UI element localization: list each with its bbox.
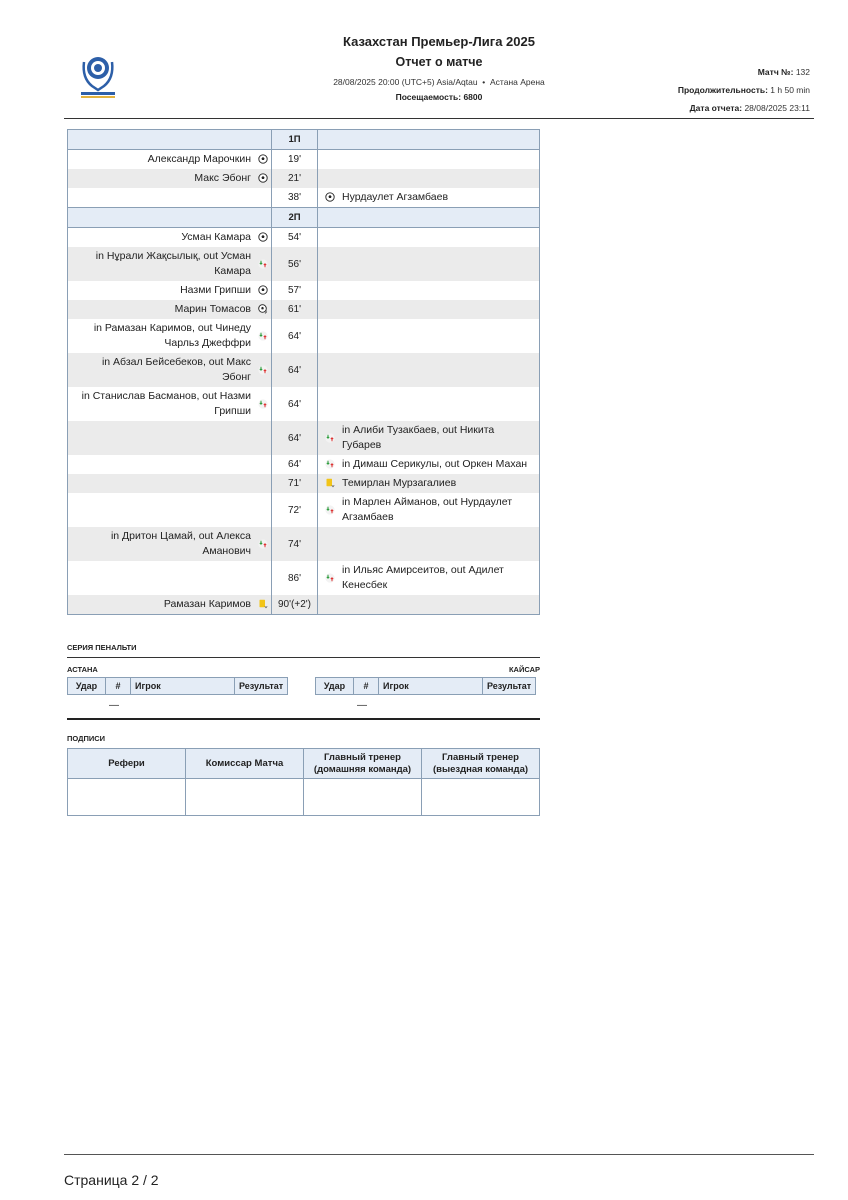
page-number: Страница 2 / 2 — [64, 1172, 159, 1188]
half-header-away — [318, 130, 540, 150]
column-header-player: Игрок — [379, 678, 483, 695]
home-event-text: in Станислав Басманов, out Назми Грипши — [68, 387, 256, 421]
signature-header-away-coach: Главный тренер (выездная команда) — [422, 749, 540, 779]
goal-icon — [258, 284, 268, 296]
match-no-value: 132 — [795, 67, 810, 77]
away-event-text — [338, 281, 539, 300]
column-header-result: Результат — [235, 678, 288, 695]
substitution-icon — [325, 572, 335, 584]
away-event-text: in Марлен Айманов, out Нурдаулет Агзамбаев — [338, 493, 539, 527]
event-minute: 38' — [272, 188, 318, 208]
home-event-icon — [255, 247, 272, 281]
column-header-number: # — [106, 678, 131, 695]
home-event-icon — [255, 150, 272, 170]
home-event-text: Марин Томасов — [68, 300, 256, 319]
home-event-icon — [255, 300, 272, 319]
event-minute: 64' — [272, 387, 318, 421]
home-event-text: Усман Камара — [68, 228, 256, 248]
home-event-text: in Дритон Цамай, out Алекса Аманович — [68, 527, 256, 561]
substitution-icon — [258, 538, 268, 550]
away-event-icon — [318, 474, 339, 493]
away-event-icon — [318, 493, 339, 527]
goal-icon — [258, 231, 268, 243]
away-event-text — [338, 300, 539, 319]
goal-icon — [325, 191, 335, 203]
section-divider — [67, 718, 540, 720]
signature-box-away-coach[interactable] — [422, 779, 540, 816]
yellow-card-icon — [325, 477, 335, 489]
half-header-row — [68, 208, 540, 228]
home-event-text — [68, 421, 256, 455]
event-row — [68, 595, 540, 615]
home-event-text: Александр Марочкин — [68, 150, 256, 170]
event-minute: 86' — [272, 561, 318, 595]
substitution-icon — [258, 330, 268, 342]
event-minute: 61' — [272, 300, 318, 319]
away-event-icon — [318, 353, 339, 387]
home-event-text: in Абзал Бейсебеков, out Макс Эбонг — [68, 353, 256, 387]
event-minute: 71' — [272, 474, 318, 493]
event-row — [68, 421, 540, 455]
half-label: 1П — [272, 130, 318, 150]
event-minute: 21' — [272, 169, 318, 188]
half-label: 2П — [272, 208, 318, 228]
home-event-text: Назми Грипши — [68, 281, 256, 300]
signature-header-home-coach: Главный тренер (домашняя команда) — [304, 749, 422, 779]
duration-value: 1 h 50 min — [770, 85, 810, 95]
away-event-icon — [318, 281, 339, 300]
away-event-icon — [318, 228, 339, 248]
event-row — [68, 300, 540, 319]
half-header-home — [68, 208, 272, 228]
svg-text:P: P — [264, 311, 268, 315]
events-table — [67, 129, 540, 615]
footer-divider — [64, 1154, 814, 1155]
report-date-value: 28/08/2025 23:11 — [744, 103, 810, 113]
signatures-section-title: ПОДПИСИ — [67, 734, 106, 743]
column-header-shot: Удар — [316, 678, 354, 695]
event-row — [68, 561, 540, 595]
event-row — [68, 319, 540, 353]
away-event-text: in Димаш Серикулы, out Оркен Махан — [338, 455, 539, 474]
home-event-icon — [255, 493, 272, 527]
penalties-away-empty: — — [357, 700, 367, 711]
penalties-home-empty: — — [109, 700, 119, 711]
home-event-text: Макс Эбонг — [68, 169, 256, 188]
penalties-away-team: КАЙСАР — [508, 665, 540, 674]
home-event-text — [68, 188, 256, 208]
signature-header-referee: Рефери — [68, 749, 186, 779]
away-event-text — [338, 247, 539, 281]
event-row — [68, 387, 540, 421]
column-header-result: Результат — [483, 678, 536, 695]
home-event-icon — [255, 561, 272, 595]
report-title: Отчет о матче — [395, 55, 483, 69]
event-row — [68, 474, 540, 493]
home-event-text — [68, 455, 256, 474]
yellow-card-icon — [258, 598, 268, 610]
report-header — [64, 30, 814, 119]
away-event-text — [338, 595, 539, 615]
signature-box-referee[interactable] — [68, 779, 186, 816]
away-event-text — [338, 319, 539, 353]
home-event-icon — [255, 319, 272, 353]
half-header-row — [68, 130, 540, 150]
event-minute: 54' — [272, 228, 318, 248]
event-minute: 64' — [272, 353, 318, 387]
away-event-icon — [318, 247, 339, 281]
away-event-text: in Ильяс Амирсеитов, out Адилет Кенесбек — [338, 561, 539, 595]
substitution-icon — [258, 364, 268, 376]
match-no-label: Матч №: — [757, 67, 794, 77]
substitution-icon — [325, 432, 335, 444]
goal-icon — [258, 172, 268, 184]
penalties-home-team: АСТАНА — [67, 665, 98, 674]
attendance-label: Посещаемость: — [395, 92, 462, 102]
home-event-icon — [255, 527, 272, 561]
substitution-icon — [258, 258, 268, 270]
event-row — [68, 527, 540, 561]
away-event-text — [338, 150, 539, 170]
event-minute: 64' — [272, 421, 318, 455]
signature-box-commissioner[interactable] — [186, 779, 304, 816]
home-event-icon — [255, 169, 272, 188]
away-event-icon — [318, 527, 339, 561]
substitution-icon — [325, 458, 335, 470]
event-minute: 72' — [272, 493, 318, 527]
substitution-icon — [258, 398, 268, 410]
home-event-icon — [255, 188, 272, 208]
event-minute: 64' — [272, 455, 318, 474]
divider — [67, 657, 540, 658]
column-header-number: # — [354, 678, 379, 695]
half-header-home — [68, 130, 272, 150]
separator: • — [482, 77, 486, 87]
away-event-text — [338, 228, 539, 248]
match-venue: Астана Арена — [490, 77, 545, 87]
match-info — [678, 63, 810, 117]
away-event-icon — [318, 561, 339, 595]
penalties-home-table — [67, 677, 288, 695]
penalties-away-table — [315, 677, 536, 695]
event-row — [68, 247, 540, 281]
away-event-text — [338, 353, 539, 387]
attendance-value: 6800 — [463, 92, 483, 102]
home-event-icon — [255, 474, 272, 493]
away-event-icon — [318, 150, 339, 170]
penalties-section-title: СЕРИЯ ПЕНАЛЬТИ — [67, 643, 137, 652]
event-row — [68, 353, 540, 387]
home-event-icon — [255, 595, 272, 615]
event-row — [68, 455, 540, 474]
event-row — [68, 228, 540, 248]
event-minute: 90'(+2') — [272, 595, 318, 615]
league-title: Казахстан Премьер-Лига 2025 — [343, 34, 535, 49]
home-event-icon — [255, 228, 272, 248]
event-minute: 56' — [272, 247, 318, 281]
event-row — [68, 281, 540, 300]
signature-header-commissioner: Комиссар Матча — [186, 749, 304, 779]
column-header-shot: Удар — [68, 678, 106, 695]
match-datetime-venue — [274, 77, 604, 87]
column-header-player: Игрок — [131, 678, 235, 695]
away-event-icon — [318, 421, 339, 455]
away-event-icon — [318, 188, 339, 208]
event-row — [68, 169, 540, 188]
event-minute: 64' — [272, 319, 318, 353]
away-event-text — [338, 527, 539, 561]
event-minute: 74' — [272, 527, 318, 561]
away-event-icon — [318, 387, 339, 421]
away-event-text: Темирлан Мурзагалиев — [338, 474, 539, 493]
away-event-icon — [318, 300, 339, 319]
away-event-icon — [318, 169, 339, 188]
home-event-text — [68, 493, 256, 527]
home-event-icon — [255, 387, 272, 421]
home-event-text — [68, 561, 256, 595]
attendance — [274, 92, 604, 102]
home-event-text: in Рамазан Каримов, out Чинеду Чарльз Джеффри — [68, 319, 256, 353]
duration-label: Продолжительность: — [677, 85, 768, 95]
signatures-table — [67, 748, 540, 816]
away-event-text: Нурдаулет Агзамбаев — [338, 188, 539, 208]
home-event-icon — [255, 421, 272, 455]
home-event-icon — [255, 353, 272, 387]
away-event-text — [338, 387, 539, 421]
event-minute: 19' — [272, 150, 318, 170]
match-datetime: 28/08/2025 20:00 (UTC+5) Asia/Aqtau — [333, 77, 478, 87]
away-event-icon — [318, 319, 339, 353]
goal-icon — [258, 153, 268, 165]
home-event-text: in Нұрали Жақсылық, out Усман Камара — [68, 247, 256, 281]
away-event-icon — [318, 455, 339, 474]
substitution-icon — [325, 504, 335, 516]
event-row — [68, 493, 540, 527]
away-event-text — [338, 169, 539, 188]
away-event-icon — [318, 595, 339, 615]
signature-box-home-coach[interactable] — [304, 779, 422, 816]
penalty-goal-icon — [258, 303, 268, 315]
report-date-label: Дата отчета: — [689, 103, 743, 113]
event-row — [68, 188, 540, 208]
home-event-icon — [255, 455, 272, 474]
away-event-text: in Алиби Тузакбаев, out Никита Губарев — [338, 421, 539, 455]
home-event-icon — [255, 281, 272, 300]
event-minute: 57' — [272, 281, 318, 300]
half-header-away — [318, 208, 540, 228]
league-logo — [78, 52, 118, 100]
home-event-text — [68, 474, 256, 493]
home-event-text: Рамазан Каримов — [68, 595, 256, 615]
event-row — [68, 150, 540, 170]
